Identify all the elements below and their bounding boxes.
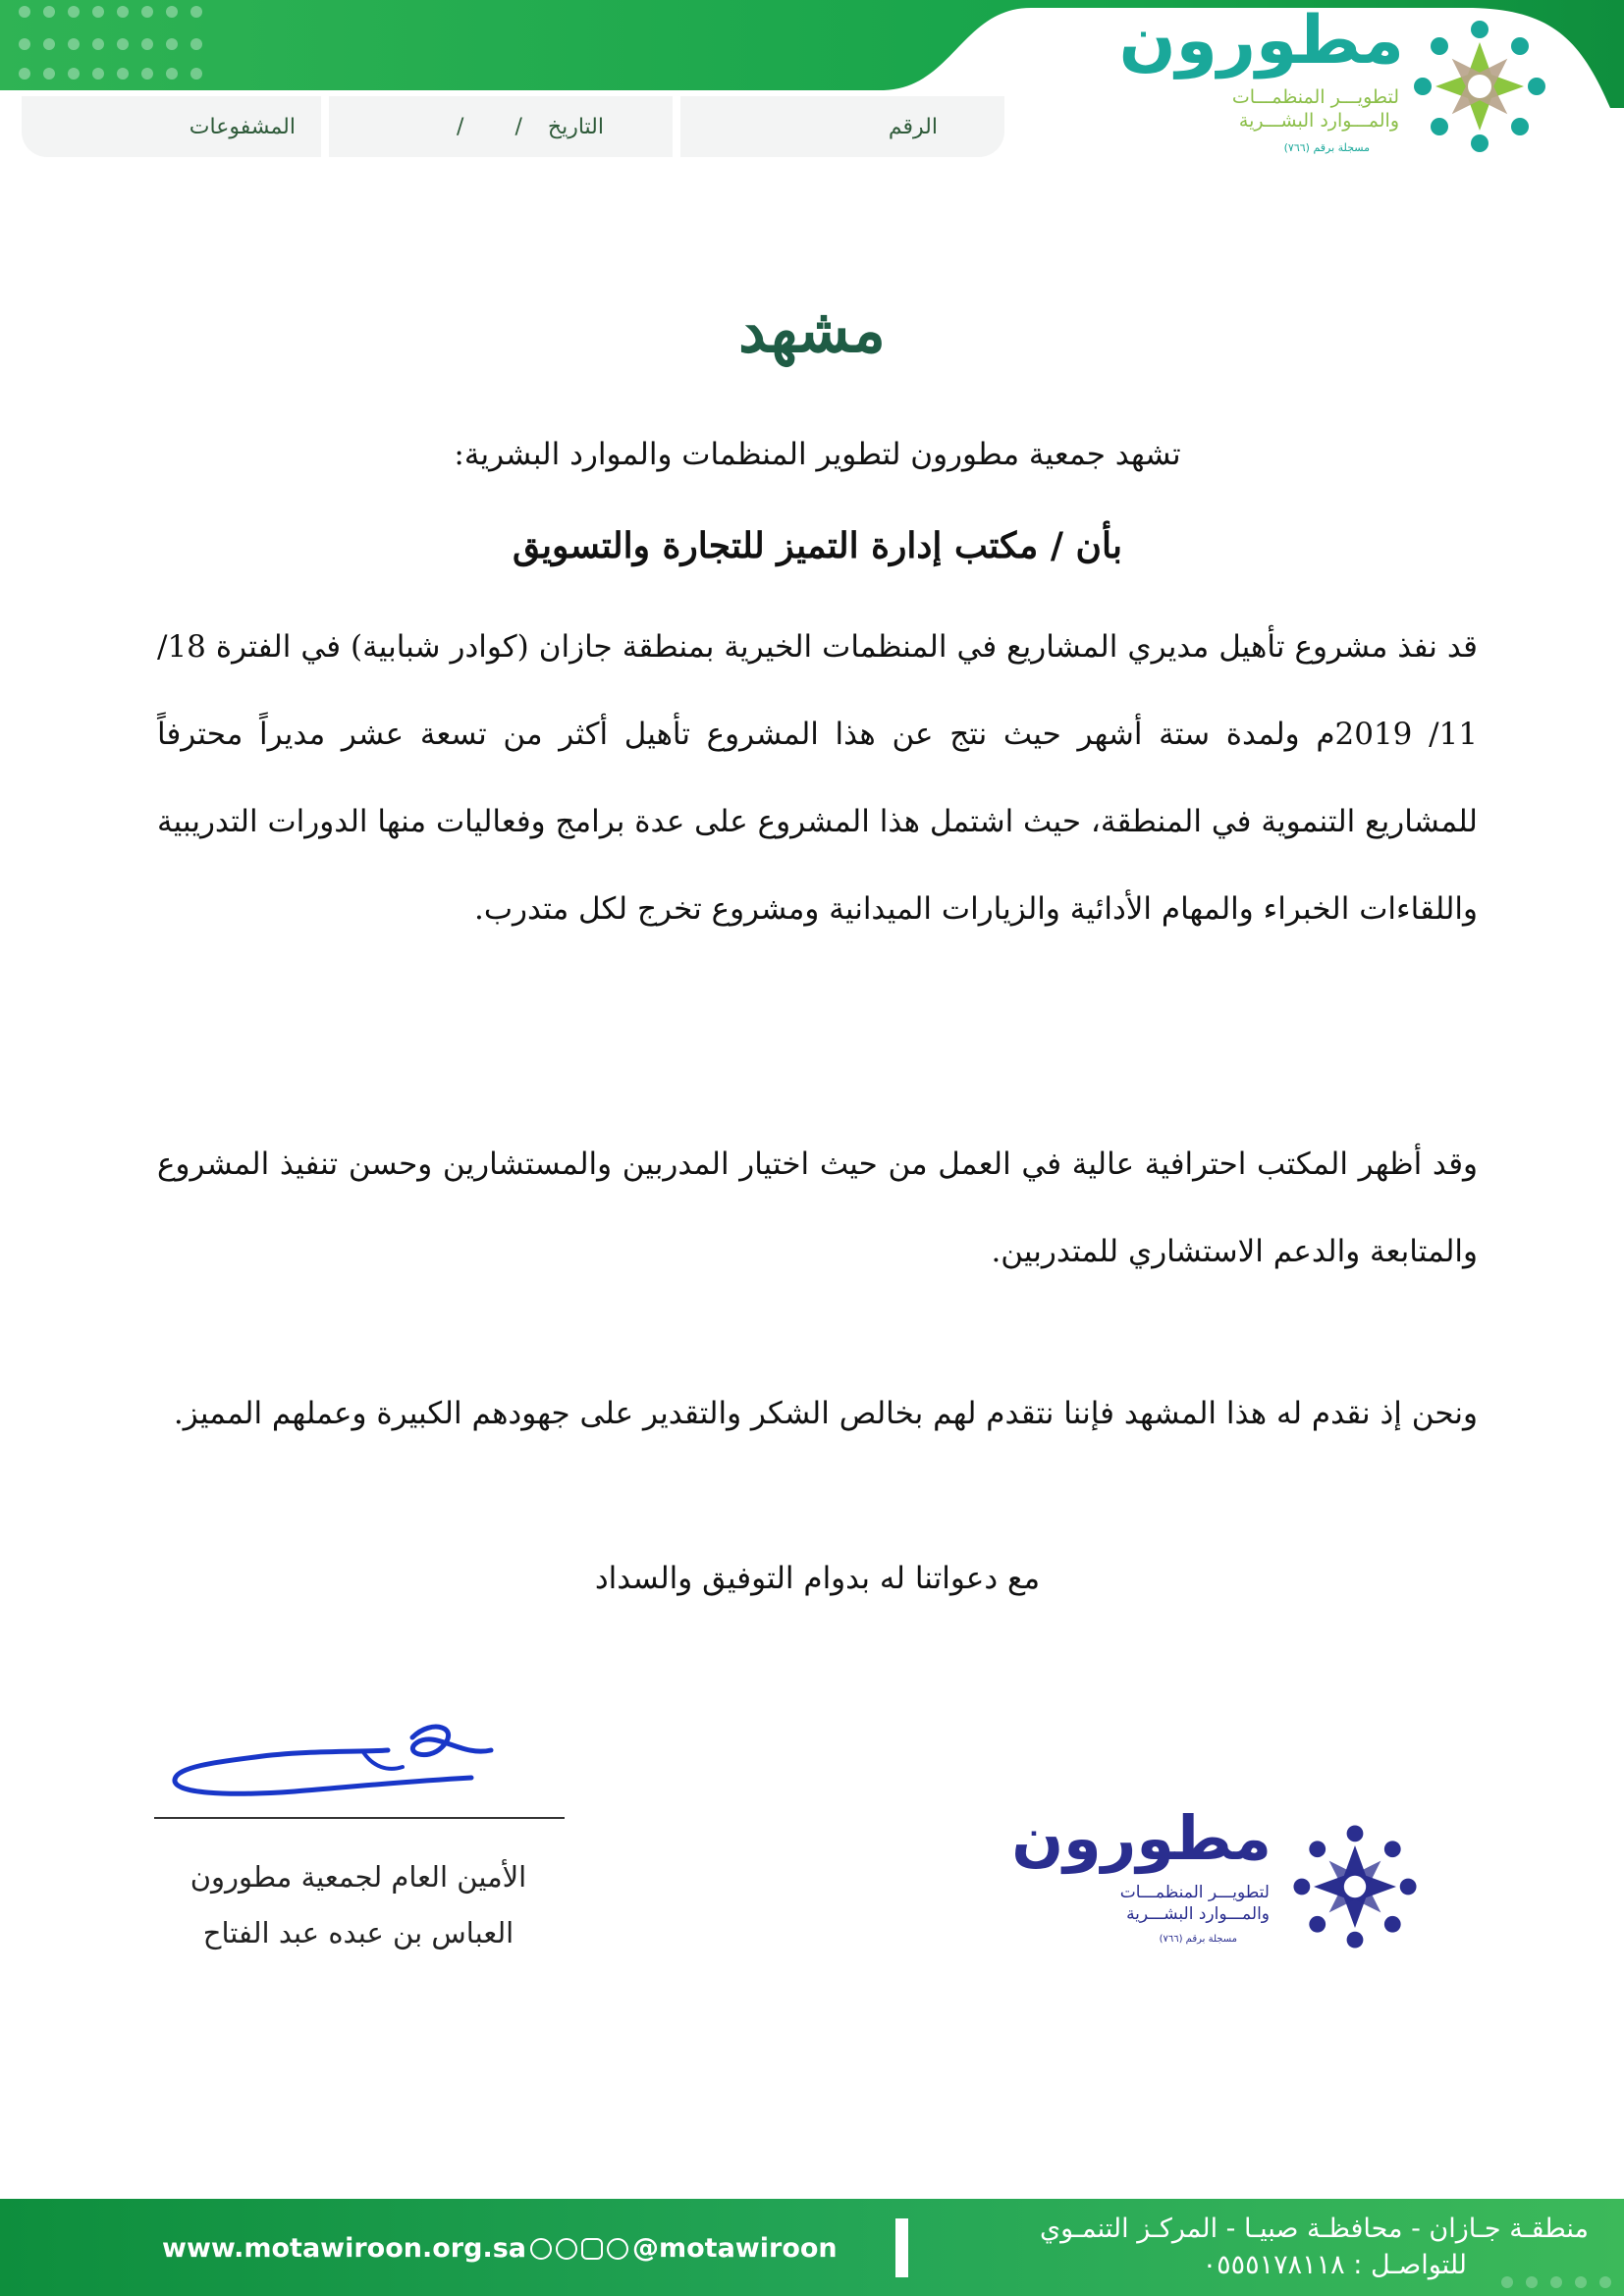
logo-reg: مسجلة برقم (٧٦٦) [1159,1934,1237,1945]
x-icon[interactable] [607,2238,628,2260]
star-emblem-icon [1406,13,1553,160]
number-label: الرقم [888,114,938,139]
logo-top [1118,2,1561,170]
signature-line [154,1817,565,1819]
logo-line1: لتطويـــر المنظمـــات [1231,86,1399,108]
signatory-name: العباس بن عبده عبد الفتاح [202,1916,514,1949]
footer-address: منطقـة جـازان - محافظـة صبيـا - المركـز التنمـوي [1040,2214,1589,2244]
instagram-icon[interactable] [581,2238,603,2260]
date-slash: / [514,114,522,139]
subject-text: بأن / مكتب إدارة التميز للتجارة والتسويق [513,525,1122,566]
signatory-role: الأمين العام لجمعية مطورون [189,1860,527,1894]
star-emblem-icon [1286,1818,1424,1955]
date-label: التاريخ [547,114,604,139]
paragraph-3: ونحن إذ نقدم له هذا المشهد فإننا نتقدم لهم بخالص الشكر والتقدير على جهودهم الكبيرة وعملهم المميز. [173,1396,1478,1431]
footer-contact-web [162,2233,838,2264]
paragraph-2: وقد أظهر المكتب احترافية عالية في العمل من حيث اختيار المدربين والمستشارين وحسن تنفيذ المشروع والمتابعة والدعم الاستشاري للمتدربين. [157,1147,1478,1269]
logo-line2: والمـــوارد البشـــرية [1126,1904,1270,1924]
logo-reg: مسجلة برقم (٧٦٦) [1283,141,1370,154]
logo-name: مطورون [1011,1802,1272,1874]
handwritten-signature [167,1713,520,1811]
website-link[interactable]: www.motawiroon.org.sa [162,2233,526,2264]
date-field [329,96,673,157]
social-handle[interactable]: @motawiroon [632,2233,838,2264]
logo-line2: والمـــوارد البشـــرية [1238,110,1399,132]
snapchat-icon[interactable] [556,2238,577,2260]
paragraph-1: قد نفذ مشروع تأهيل مديري المشاريع في المنظمات الخيرية بمنطقة جازان (كوادر شبابية) في الفترة 18/ 11/ 2019م ولمدة ستة أشهر حيث نتج عن هذا المشروع تأهيل أكثر من تسعة عشر مديراً محترفاً للمشاريع التنموية في المنطقة، حيث اشتمل هذا المشروع على عدة برامج وفعاليات منها الدورات التدريبية واللقاءات الخبراء والمهام الأدائية والزيارات الميدانية ومشروع تخرج لكل متدرب. [157,629,1478,927]
footer-phone: للتواصـل : ٠٥٥٥١٧٨١١٨ [1202,2250,1467,2280]
footer-divider [895,2218,908,2277]
logo-line1: لتطويـــر المنظمـــات [1119,1883,1270,1902]
attachments-field [22,96,321,157]
globe-icon[interactable] [530,2238,552,2260]
closing-text: مع دعواتنا له بدوام التوفيق والسداد [594,1561,1041,1596]
logo-name: مطورون [1118,2,1404,80]
header-fields [22,96,1003,157]
document-title: مشهد [738,294,886,366]
attachments-label: المشفوعات [189,114,296,139]
intro-text: تشهد جمعية مطورون لتطوير المنظمات والموارد البشرية: [454,437,1181,472]
date-slash: / [457,114,464,139]
logo-bottom [1011,1802,1429,1963]
number-field [680,96,1004,157]
